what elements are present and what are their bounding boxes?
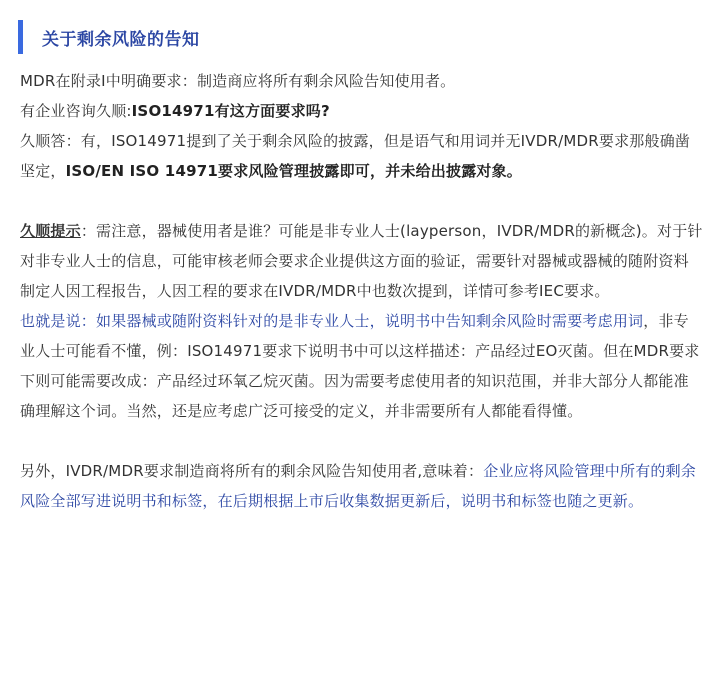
additionally-text: 另外，IVDR/MDR要求制造商将所有的剩余风险告知使用者,意味着： — [20, 462, 484, 480]
question-bold: ISO14971有这方面要求吗? — [131, 102, 330, 120]
answer-bold: ISO/EN ISO 14971要求风险管理披露即可，并未给出披露对象。 — [65, 162, 522, 180]
spacer — [20, 186, 703, 216]
tip-text: ：需注意，器械使用者是谁？可能是非专业人士(layperson，IVDR/MDR的新概念)。对于针对非专业人士的信息，可能审核老师会要求企业提供这方面的验证，需要针对器械或器械的随附资料制定人因工程报告，人因工程的要求在IVDR/MDR中也数次提到，详情可参考IEC要求。 — [20, 222, 703, 300]
that-is-label: 也就是说： — [20, 312, 97, 330]
paragraph-tip — [20, 216, 703, 306]
paragraph-answer — [20, 126, 703, 186]
paragraph-mdr-requirement — [20, 66, 703, 96]
section-heading — [18, 20, 200, 54]
additionally-highlight: 企业应将风险管理中所有的剩余风险全部写进说明书和标签，在后期根据上市后收集数据更新后，说明书和标签也随之更新。 — [20, 462, 697, 510]
paragraph-that-is — [20, 306, 703, 426]
spacer — [20, 426, 703, 456]
article-body — [20, 66, 703, 516]
paragraph-question — [20, 96, 703, 126]
question-prefix: 有企业咨询久顺: — [20, 102, 132, 120]
heading-accent-bar — [18, 20, 23, 54]
answer-text: 久顺答：有，ISO14971提到了关于剩余风险的披露，但是语气和用词并无IVDR/MDR要求那般确凿坚定， — [20, 132, 691, 180]
tip-label: 久顺提示 — [20, 222, 81, 240]
that-is-highlight: 如果器械或随附资料针对的是非专业人士，说明书中告知剩余风险时需要考虑用词 — [96, 312, 644, 330]
mdr-requirement-text: MDR在附录Ⅰ中明确要求：制造商应将所有剩余风险告知使用者。 — [20, 72, 456, 90]
that-is-text: ，非专业人士可能看不懂，例：ISO14971要求下说明书中可以这样描述：产品经过EO灭菌。但在MDR要求下则可能需要改成：产品经过环氧乙烷灭菌。因为需要考虑使用者的知识范围，并非大部分人都能准确理解这个词。当然，还是应考虑广泛可接受的定义，并非需要所有人都能看得懂。 — [20, 312, 700, 420]
section-title: 关于剩余风险的告知 — [42, 29, 200, 50]
paragraph-additionally — [20, 456, 703, 516]
